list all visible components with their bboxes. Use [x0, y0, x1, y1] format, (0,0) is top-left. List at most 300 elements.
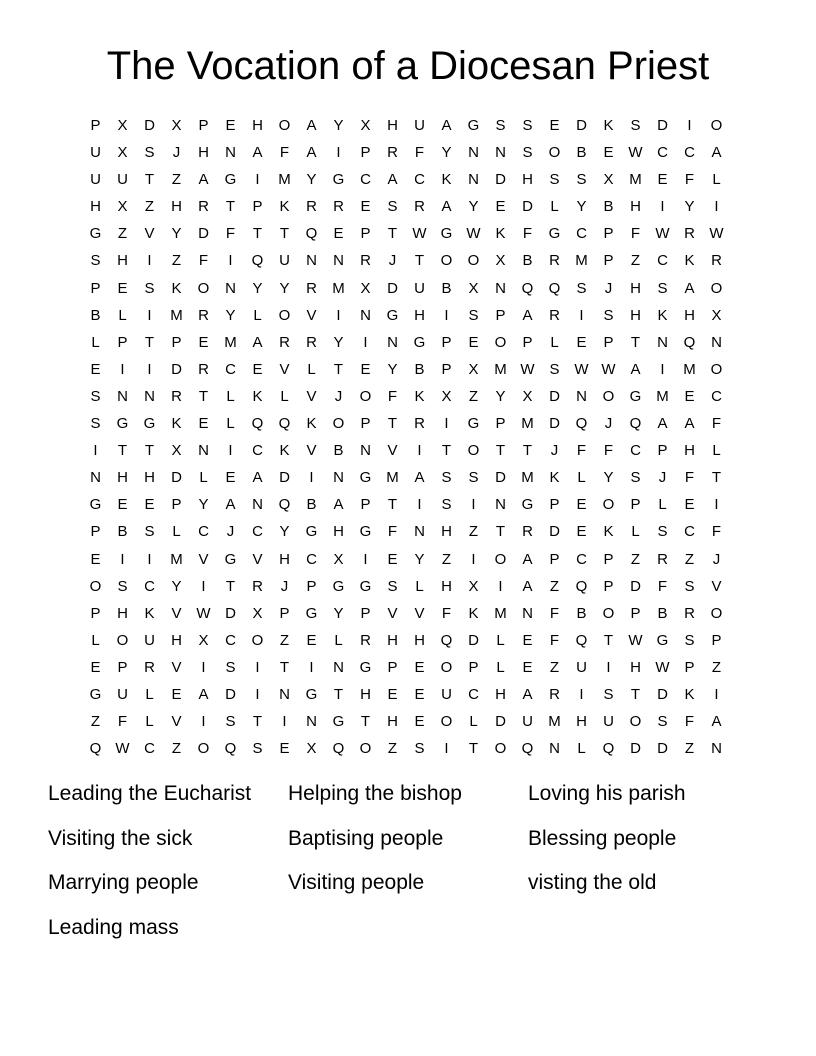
grid-letter: F: [117, 713, 128, 731]
grid-letter: Z: [117, 225, 128, 243]
grid-letter: I: [147, 550, 152, 568]
grid-letter: C: [414, 171, 425, 189]
grid-letter: A: [306, 117, 317, 134]
grid-letter: D: [657, 685, 668, 703]
grid-letter: Y: [441, 144, 452, 162]
grid-letter: O: [359, 740, 372, 758]
grid-letter: M: [521, 415, 534, 433]
grid-letter: Z: [549, 577, 560, 595]
grid-letter: I: [201, 658, 206, 676]
grid-letter: C: [711, 387, 722, 405]
grid-letter: R: [414, 415, 425, 433]
grid-letter: T: [225, 577, 236, 595]
grid-letter: P: [171, 333, 182, 351]
grid-letter: W: [574, 360, 589, 378]
grid-letter: I: [660, 198, 665, 216]
grid-letter: M: [170, 550, 183, 568]
grid-letter: U: [576, 658, 587, 676]
grid-letter: I: [660, 360, 665, 378]
grid-letter: D: [198, 225, 209, 243]
grid-letter: B: [657, 604, 668, 622]
grid-letter: U: [144, 631, 155, 649]
grid-letter: R: [171, 387, 182, 405]
grid-letter: S: [549, 171, 560, 189]
grid-letter: R: [306, 198, 317, 216]
word-list-item: Visiting the sick: [48, 826, 193, 850]
grid-letter: K: [603, 117, 614, 134]
grid-letter: T: [144, 171, 155, 189]
grid-letter: S: [90, 387, 101, 405]
grid-letter: E: [576, 496, 587, 514]
grid-letter: S: [468, 306, 479, 324]
grid-letter: A: [522, 306, 533, 324]
grid-letter: S: [225, 713, 236, 731]
grid-letter: K: [657, 306, 668, 324]
grid-letter: P: [495, 306, 506, 324]
grid-letter: Z: [549, 658, 560, 676]
grid-letter: I: [228, 252, 233, 270]
grid-letter: Y: [414, 550, 425, 568]
grid-letter: R: [387, 144, 398, 162]
grid-letter: P: [495, 415, 506, 433]
grid-letter: O: [494, 740, 507, 758]
grid-letter: M: [548, 713, 561, 731]
grid-letter: E: [495, 198, 506, 216]
grid-letter: Y: [306, 171, 317, 189]
grid-letter: N: [198, 442, 209, 460]
grid-letter: T: [711, 469, 722, 487]
grid-letter: C: [657, 144, 668, 162]
grid-letter: T: [414, 252, 425, 270]
grid-letter: L: [145, 713, 154, 731]
grid-letter: A: [414, 469, 425, 487]
grid-letter: T: [360, 713, 371, 731]
grid-letter: B: [90, 306, 101, 324]
grid-letter: R: [198, 360, 209, 378]
grid-letter: X: [360, 117, 371, 134]
grid-letter: N: [225, 279, 236, 297]
grid-letter: A: [684, 279, 695, 297]
word-list-item: Helping the bishop: [288, 782, 462, 805]
grid-letter: G: [224, 550, 237, 568]
grid-letter: T: [630, 333, 641, 351]
grid-letter: F: [576, 442, 587, 460]
grid-letter: Q: [224, 740, 237, 758]
grid-letter: M: [494, 604, 507, 622]
grid-letter: N: [387, 333, 398, 351]
grid-letter: E: [414, 658, 425, 676]
grid-letter: A: [252, 469, 263, 487]
grid-letter: N: [495, 279, 506, 297]
grid-letter: H: [90, 198, 101, 216]
word-list-item: Leading the Eucharist: [48, 782, 252, 805]
grid-letter: D: [495, 469, 506, 487]
grid-letter: P: [603, 333, 614, 351]
grid-letter: Y: [333, 604, 344, 622]
grid-letter: R: [711, 252, 722, 270]
grid-letter: H: [117, 469, 128, 487]
grid-letter: N: [657, 333, 668, 351]
grid-letter: N: [306, 713, 317, 731]
grid-letter: T: [387, 225, 398, 243]
grid-letter: Z: [387, 740, 398, 758]
grid-letter: D: [522, 198, 533, 216]
grid-letter: I: [444, 306, 449, 324]
grid-letter: Y: [684, 198, 695, 216]
grid-letter: T: [225, 198, 236, 216]
grid-letter: H: [414, 631, 425, 649]
grid-letter: P: [360, 496, 371, 514]
grid-letter: H: [441, 523, 452, 541]
grid-letter: C: [252, 442, 263, 460]
grid-letter: I: [309, 658, 314, 676]
grid-letter: I: [255, 685, 260, 703]
grid-letter: K: [171, 415, 182, 433]
grid-letter: K: [603, 523, 614, 541]
grid-letter: L: [172, 523, 181, 541]
grid-letter: E: [576, 523, 587, 541]
grid-letter: W: [628, 631, 643, 649]
word-list-item: Baptising people: [288, 826, 444, 850]
grid-letter: L: [226, 387, 235, 405]
grid-letter: C: [144, 740, 155, 758]
grid-letter: J: [658, 469, 667, 487]
grid-letter: X: [522, 387, 533, 405]
grid-letter: B: [522, 252, 533, 270]
grid-letter: F: [198, 252, 209, 270]
grid-letter: E: [225, 469, 236, 487]
grid-letter: L: [91, 333, 100, 351]
grid-letter: P: [630, 496, 641, 514]
grid-letter: R: [360, 631, 371, 649]
grid-letter: H: [630, 279, 641, 297]
grid-letter: A: [198, 685, 209, 703]
grid-letter: Z: [171, 740, 182, 758]
grid-letter: G: [305, 685, 318, 703]
grid-letter: E: [684, 496, 695, 514]
grid-letter: S: [225, 658, 236, 676]
grid-letter: P: [90, 604, 101, 622]
grid-letter: K: [549, 469, 560, 487]
grid-letter: K: [144, 604, 155, 622]
grid-letter: F: [522, 225, 533, 243]
grid-letter: U: [90, 171, 101, 189]
grid-letter: U: [279, 252, 290, 270]
grid-letter: P: [657, 442, 668, 460]
grid-letter: G: [143, 415, 156, 433]
grid-letter: H: [630, 198, 641, 216]
grid-letter: Z: [630, 252, 641, 270]
grid-letter: Q: [575, 415, 588, 433]
grid-letter: B: [576, 604, 587, 622]
grid-letter: S: [117, 577, 128, 595]
grid-letter: I: [147, 360, 152, 378]
grid-letter: O: [602, 387, 615, 405]
grid-letter: J: [334, 387, 343, 405]
grid-letter: F: [225, 225, 236, 243]
grid-letter: A: [306, 144, 317, 162]
grid-letter: P: [117, 333, 128, 351]
grid-letter: F: [711, 415, 722, 433]
grid-letter: G: [467, 415, 480, 433]
grid-letter: W: [412, 225, 427, 243]
grid-letter: W: [520, 360, 535, 378]
grid-letter: G: [305, 523, 318, 541]
grid-letter: C: [468, 685, 479, 703]
grid-letter: N: [306, 252, 317, 270]
grid-letter: E: [117, 279, 128, 297]
grid-letter: K: [468, 604, 479, 622]
grid-letter: E: [576, 333, 587, 351]
grid-letter: I: [417, 496, 422, 514]
grid-letter: A: [711, 713, 722, 731]
grid-letter: J: [388, 252, 397, 270]
word-list-item: Leading mass: [48, 916, 179, 940]
grid-letter: G: [332, 713, 345, 731]
grid-letter: F: [549, 604, 560, 622]
grid-letter: M: [656, 387, 669, 405]
grid-letter: E: [603, 144, 614, 162]
grid-letter: C: [252, 523, 263, 541]
grid-letter: L: [91, 631, 100, 649]
grid-letter: T: [279, 658, 290, 676]
grid-letter: Z: [468, 387, 479, 405]
grid-letter: F: [387, 387, 398, 405]
grid-letter: P: [279, 604, 290, 622]
grid-letter: H: [333, 523, 344, 541]
grid-letter: P: [171, 496, 182, 514]
grid-letter: I: [336, 144, 341, 162]
grid-letter: L: [712, 442, 721, 460]
grid-letter: Y: [198, 496, 209, 514]
grid-letter: P: [549, 496, 560, 514]
grid-letter: O: [251, 631, 264, 649]
grid-letter: O: [197, 279, 210, 297]
grid-letter: Q: [89, 740, 102, 758]
grid-letter: Y: [333, 117, 344, 134]
grid-letter: L: [550, 198, 559, 216]
grid-letter: L: [280, 387, 289, 405]
grid-letter: L: [145, 685, 154, 703]
grid-letter: E: [252, 360, 263, 378]
grid-letter: O: [467, 442, 480, 460]
grid-letter: O: [602, 496, 615, 514]
grid-letter: V: [387, 442, 398, 460]
grid-letter: N: [333, 658, 344, 676]
grid-letter: S: [630, 117, 641, 134]
grid-letter: K: [414, 387, 425, 405]
grid-letter: S: [603, 685, 614, 703]
grid-letter: H: [117, 252, 128, 270]
grid-letter: R: [684, 604, 695, 622]
grid-letter: T: [144, 333, 155, 351]
grid-letter: E: [387, 550, 398, 568]
grid-letter: H: [360, 685, 371, 703]
grid-letter: I: [687, 117, 692, 134]
grid-letter: D: [630, 740, 641, 758]
grid-letter: N: [414, 523, 425, 541]
grid-letter: X: [711, 306, 722, 324]
grid-letter: L: [118, 306, 127, 324]
grid-letter: S: [495, 117, 506, 134]
grid-letter: T: [198, 387, 209, 405]
grid-letter: I: [714, 198, 719, 216]
grid-letter: E: [333, 225, 344, 243]
grid-letter: Y: [387, 360, 398, 378]
grid-letter: I: [147, 306, 152, 324]
grid-letter: W: [655, 658, 670, 676]
grid-letter: H: [630, 658, 641, 676]
grid-letter: O: [710, 117, 723, 134]
grid-letter: S: [387, 198, 398, 216]
grid-letter: D: [549, 387, 560, 405]
grid-letter: E: [225, 117, 236, 134]
grid-letter: I: [201, 577, 206, 595]
grid-letter: E: [657, 171, 668, 189]
grid-letter: P: [711, 631, 722, 649]
grid-letter: J: [604, 279, 613, 297]
grid-letter: P: [387, 658, 398, 676]
grid-letter: G: [359, 523, 372, 541]
grid-letter: S: [657, 523, 668, 541]
grid-letter: C: [684, 523, 695, 541]
grid-letter: P: [684, 658, 695, 676]
grid-letter: R: [198, 306, 209, 324]
grid-letter: Z: [441, 550, 452, 568]
grid-letter: F: [441, 604, 452, 622]
grid-letter: F: [630, 225, 641, 243]
grid-letter: S: [657, 713, 668, 731]
grid-letter: U: [117, 171, 128, 189]
grid-letter: I: [336, 306, 341, 324]
grid-letter: I: [255, 171, 260, 189]
grid-letter: G: [521, 496, 534, 514]
grid-letter: Q: [521, 740, 534, 758]
grid-letter: Z: [630, 550, 641, 568]
grid-letter: T: [333, 360, 344, 378]
grid-letter: D: [657, 117, 668, 134]
grid-letter: I: [363, 333, 368, 351]
grid-letter: I: [606, 658, 611, 676]
grid-letter: O: [332, 415, 345, 433]
grid-letter: D: [495, 713, 506, 731]
grid-letter: J: [604, 415, 613, 433]
grid-letter: N: [576, 387, 587, 405]
grid-letter: J: [226, 523, 235, 541]
grid-letter: R: [549, 685, 560, 703]
grid-letter: C: [225, 360, 236, 378]
grid-letter: N: [468, 144, 479, 162]
grid-letter: D: [657, 740, 668, 758]
grid-letter: H: [144, 469, 155, 487]
grid-letter: O: [710, 360, 723, 378]
grid-letter: C: [630, 442, 641, 460]
grid-letter: E: [306, 631, 317, 649]
grid-letter: P: [630, 604, 641, 622]
grid-letter: I: [579, 306, 584, 324]
grid-letter: Y: [333, 333, 344, 351]
grid-letter: H: [387, 117, 398, 134]
grid-letter: E: [144, 496, 155, 514]
grid-letter: G: [89, 225, 102, 243]
grid-letter: U: [414, 117, 425, 134]
grid-letter: E: [198, 333, 209, 351]
grid-letter: D: [468, 631, 479, 649]
grid-letter: N: [252, 496, 263, 514]
grid-letter: V: [306, 442, 317, 460]
grid-letter: G: [89, 685, 102, 703]
grid-letter: S: [576, 171, 587, 189]
grid-letter: H: [387, 713, 398, 731]
grid-letter: G: [116, 415, 129, 433]
grid-letter: Z: [684, 550, 695, 568]
grid-letter: T: [144, 442, 155, 460]
grid-letter: B: [117, 523, 128, 541]
grid-letter: I: [120, 360, 125, 378]
grid-letter: L: [577, 469, 586, 487]
grid-letter: A: [441, 198, 452, 216]
grid-letter: T: [252, 713, 263, 731]
grid-letter: S: [549, 360, 560, 378]
grid-letter: Y: [279, 523, 290, 541]
grid-letter: E: [414, 685, 425, 703]
grid-letter: G: [332, 171, 345, 189]
grid-letter: P: [522, 333, 533, 351]
grid-letter: U: [117, 685, 128, 703]
grid-letter: K: [684, 252, 695, 270]
grid-letter: N: [522, 604, 533, 622]
grid-letter: I: [147, 252, 152, 270]
grid-letter: D: [576, 117, 587, 134]
grid-letter: R: [333, 198, 344, 216]
grid-letter: V: [387, 604, 398, 622]
grid-letter: E: [522, 631, 533, 649]
grid-letter: A: [441, 117, 452, 134]
grid-letter: N: [279, 685, 290, 703]
grid-letter: U: [441, 685, 452, 703]
grid-letter: E: [90, 550, 101, 568]
grid-letter: O: [629, 713, 642, 731]
grid-letter: B: [576, 144, 587, 162]
grid-letter: H: [630, 306, 641, 324]
grid-letter: L: [415, 577, 424, 595]
grid-letter: O: [116, 631, 129, 649]
grid-letter: A: [711, 144, 722, 162]
grid-letter: X: [171, 117, 182, 134]
grid-letter: O: [602, 604, 615, 622]
grid-letter: F: [414, 144, 425, 162]
grid-letter: X: [117, 144, 128, 162]
grid-letter: X: [441, 387, 452, 405]
grid-letter: V: [171, 658, 182, 676]
grid-letter: F: [279, 144, 290, 162]
grid-letter: Q: [575, 577, 588, 595]
grid-letter: B: [441, 279, 452, 297]
grid-letter: H: [171, 631, 182, 649]
grid-letter: O: [440, 252, 453, 270]
grid-letter: A: [657, 415, 668, 433]
grid-letter: P: [117, 658, 128, 676]
grid-letter: D: [171, 469, 182, 487]
grid-letter: L: [712, 171, 721, 189]
grid-letter: P: [603, 550, 614, 568]
word-list-item: Marrying people: [48, 871, 199, 895]
grid-letter: Q: [251, 415, 264, 433]
grid-letter: K: [684, 685, 695, 703]
grid-letter: X: [306, 740, 317, 758]
grid-letter: O: [278, 117, 291, 134]
grid-letter: O: [89, 577, 102, 595]
